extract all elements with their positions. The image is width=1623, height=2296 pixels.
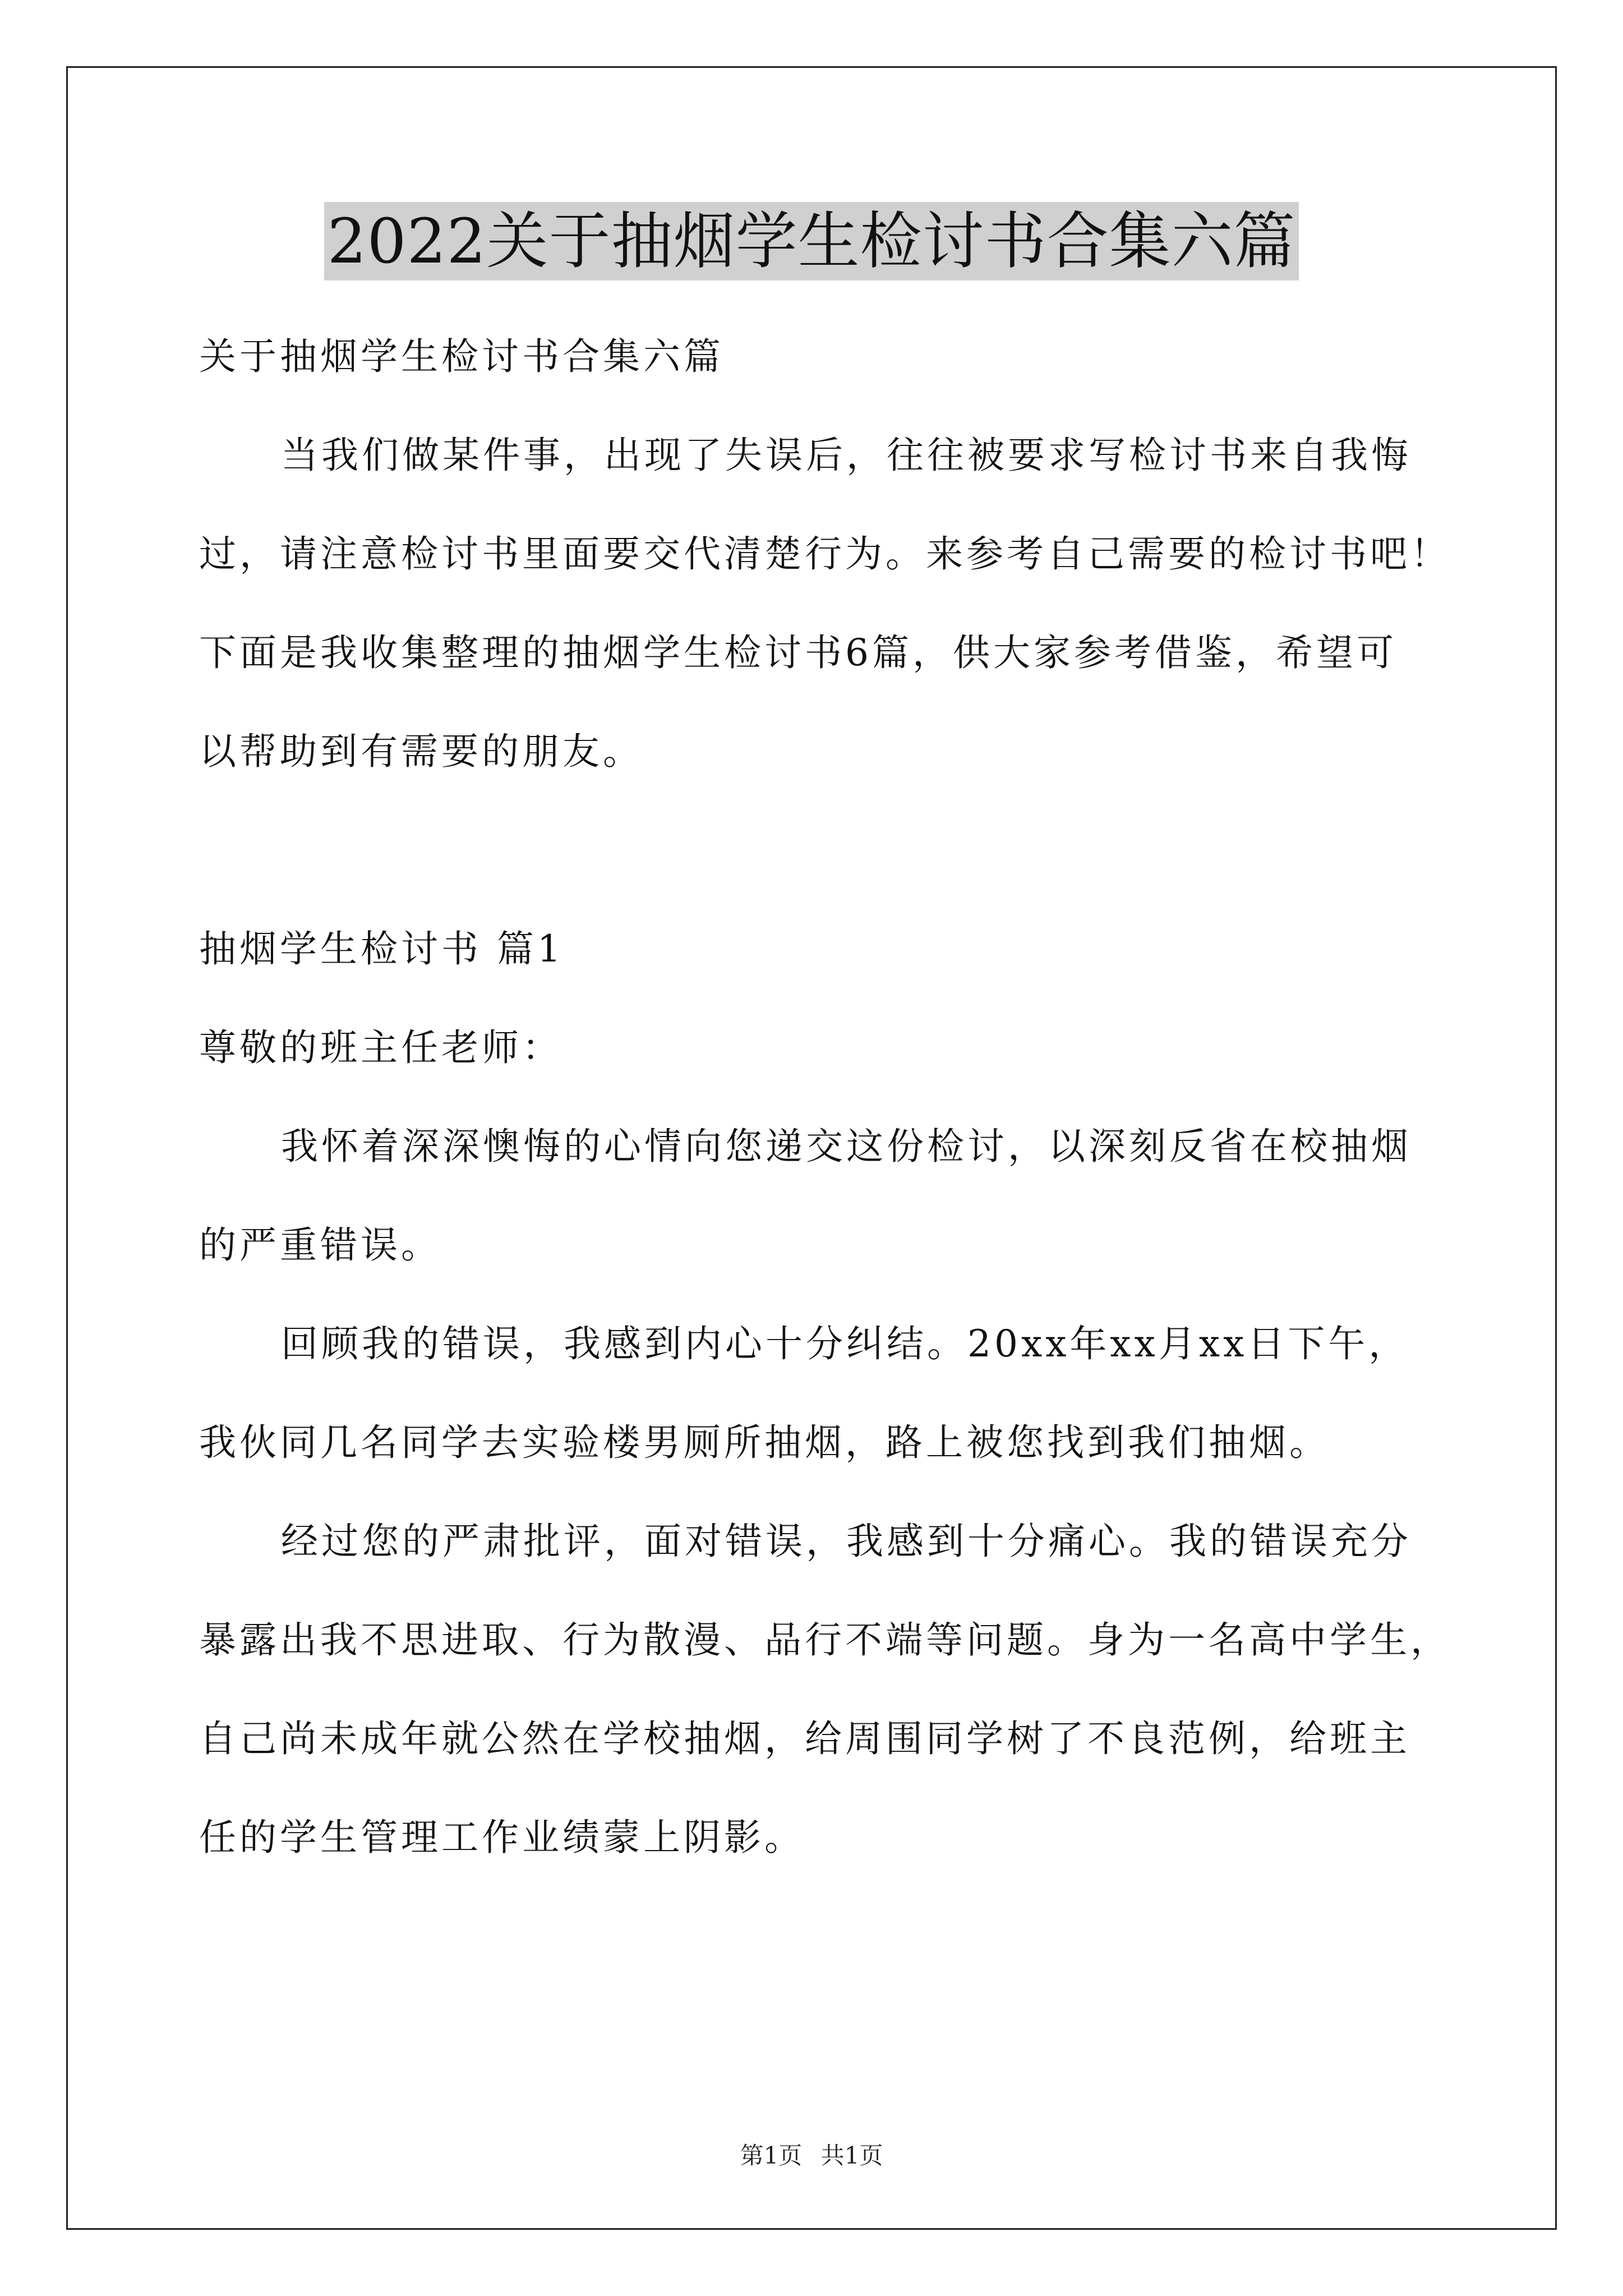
page-number: 第1页 [740,2142,803,2169]
page-footer [0,2137,1623,2171]
body-paragraph-line: 我怀着深深懊悔的心情向您递交这份检讨，以深刻反省在校抽烟 [281,1125,1412,1168]
title-container [0,202,1623,280]
body-paragraph-line: 的严重错误。 [199,1223,441,1267]
body-paragraph-line: 暴露出我不思进取、行为散漫、品行不端等问题。身为一名高中学生， [199,1618,1451,1662]
section-heading: 抽烟学生检讨书 篇1 [199,927,564,970]
intro-paragraph-line: 当我们做某件事，出现了失误后，往往被要求写检讨书来自我悔 [281,434,1412,477]
salutation: 尊敬的班主任老师： [199,1026,562,1069]
intro-paragraph-line: 以帮助到有需要的朋友。 [199,730,643,773]
intro-paragraph-line: 下面是我收集整理的抽烟学生检讨书6篇，供大家参考借鉴，希望可 [199,631,1397,674]
body-paragraph-line: 回顾我的错误，我感到内心十分纠结。20xx年xx月xx日下午， [281,1322,1409,1365]
document-body [199,307,1451,1887]
intro-paragraph-line: 过，请注意检讨书里面要交代清楚行为。来参考自己需要的检讨书吧！ [199,532,1451,576]
section-spacer [199,801,1433,900]
subtitle-line: 关于抽烟学生检讨书合集六篇 [199,335,724,378]
page-total: 共1页 [820,2142,883,2169]
body-paragraph-line: 自己尚未成年就公然在学校抽烟，给周围同学树了不良范例，给班主 [199,1717,1410,1760]
document-title: 2022关于抽烟学生检讨书合集六篇 [324,202,1299,280]
body-paragraph-line: 经过您的严肃批评，面对错误，我感到十分痛心。我的错误充分 [281,1520,1412,1563]
body-paragraph-line: 我伙同几名同学去实验楼男厕所抽烟，路上被您找到我们抽烟。 [199,1421,1330,1464]
body-paragraph-line: 任的学生管理工作业绩蒙上阴影。 [199,1816,805,1859]
